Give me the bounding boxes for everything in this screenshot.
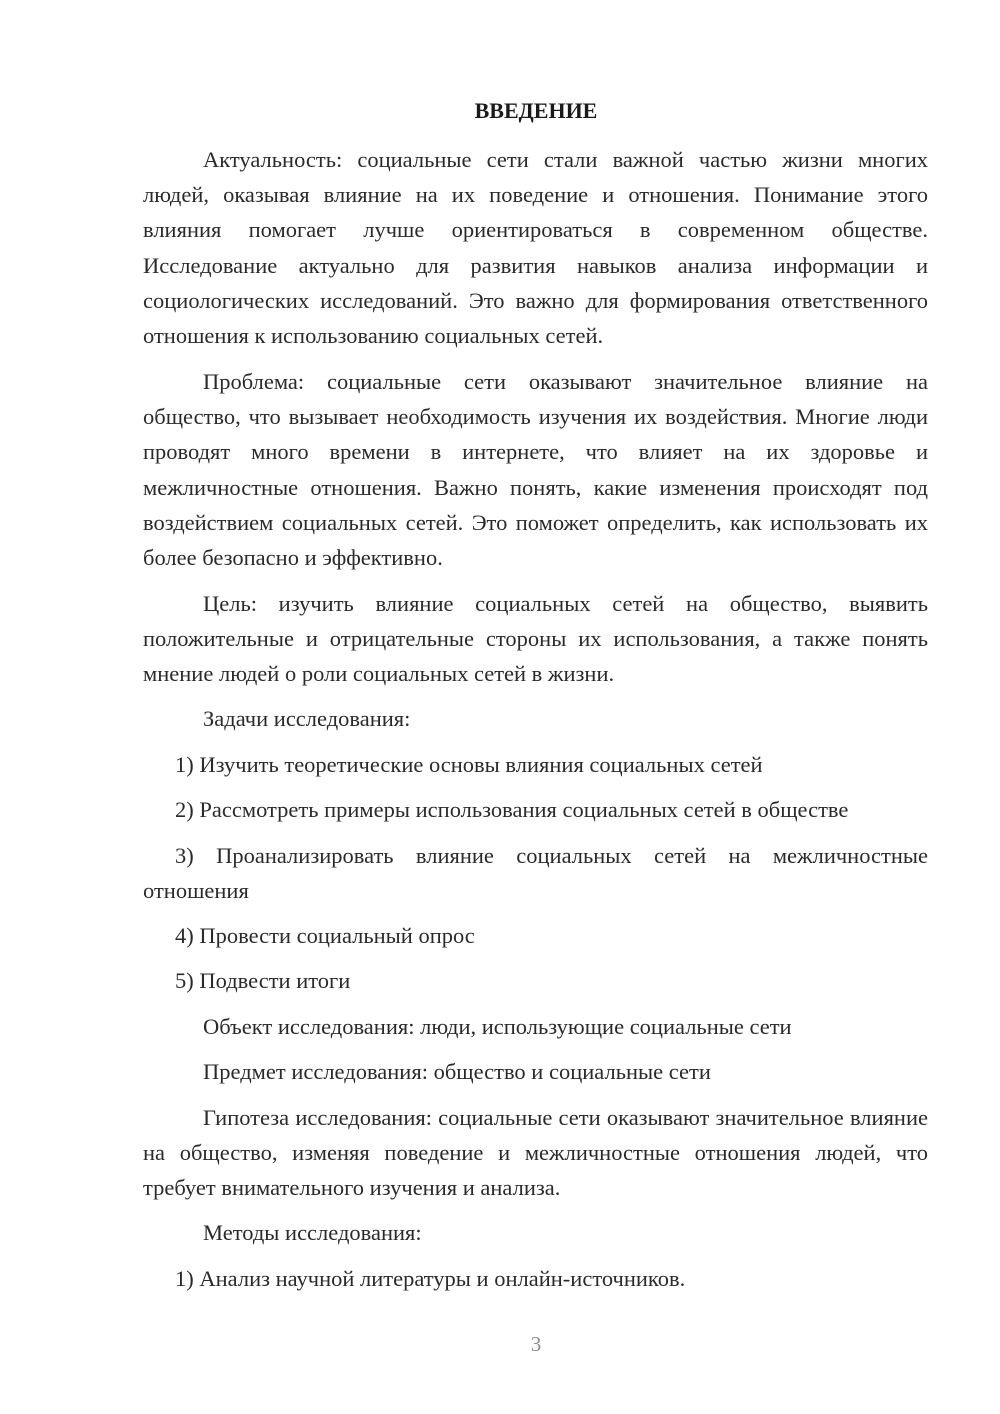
task-item-3: 3) Проанализировать влияние социальных сетей на межличностные отношения xyxy=(143,843,928,904)
methods-heading: Методы исследования: xyxy=(203,1220,422,1245)
task-item-2: 2) Рассмотреть примеры использования социальных сетей в обществе xyxy=(175,797,849,822)
page-number: 3 xyxy=(530,1332,542,1356)
section-title: ВВЕДЕНИЕ xyxy=(474,98,598,123)
paragraph-hypothesis: Гипотеза исследования: социальные сети оказывают значительное влияние на общество, изменяя поведение и межличностные отношения людей, что требует внимательного изучения и анализа. xyxy=(143,1105,928,1201)
research-object: Объект исследования: люди, использующие социальные сети xyxy=(203,1014,792,1039)
paragraph-relevance: Актуальность: социальные сети стали важной частью жизни многих людей, оказывая влияние на их поведение и отношения. Понимание этого влияния помогает лучше ориентироваться в современном обществе. Исследование актуально для развития навыков анализа информации и социологических исследований. Это важно для формирования ответственного отношения к использованию социальных сетей. xyxy=(143,147,928,349)
task-item-4: 4) Провести социальный опрос xyxy=(175,923,475,948)
task-item-5: 5) Подвести итоги xyxy=(175,968,351,993)
tasks-heading: Задачи исследования: xyxy=(203,706,411,731)
task-item-1: 1) Изучить теоретические основы влияния социальных сетей xyxy=(175,752,763,777)
paragraph-problem: Проблема: социальные сети оказывают значительное влияние на общество, что вызывает необходимость изучения их воздействия. Многие люди проводят много времени в интернете, что влияет на их здоровье и межличностные отношения. Важно понять, какие изменения происходят под воздействием социальных сетей. Это поможет определить, как использовать их более безопасно и эффективно. xyxy=(143,369,928,571)
method-item-1: 1) Анализ научной литературы и онлайн-источников. xyxy=(175,1266,686,1291)
research-subject: Предмет исследования: общество и социальные сети xyxy=(203,1059,711,1084)
paragraph-goal: Цель: изучить влияние социальных сетей на общество, выявить положительные и отрицательные стороны их использования, а также понять мнение людей о роли социальных сетей в жизни. xyxy=(143,591,928,687)
